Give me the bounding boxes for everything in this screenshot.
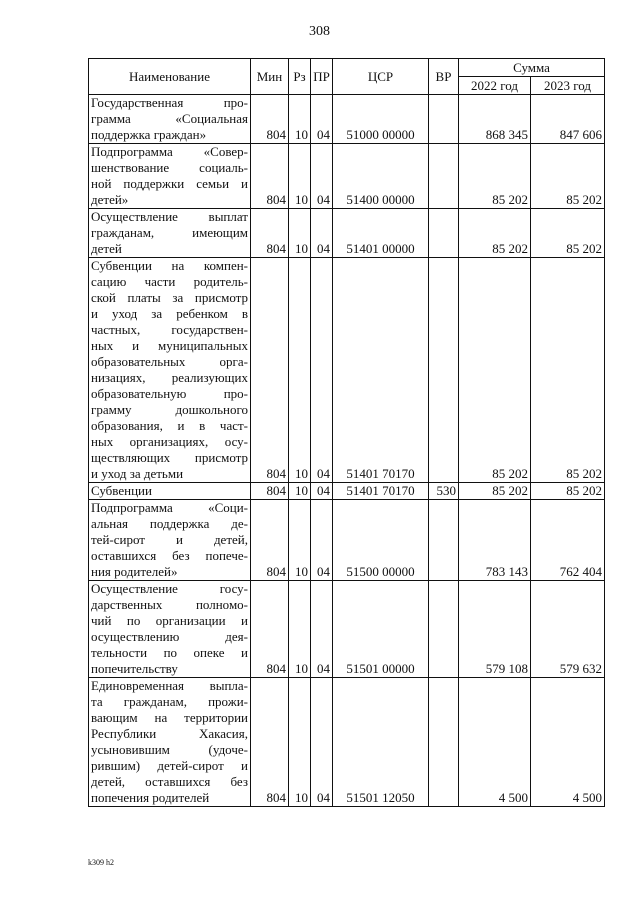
row-min: 804: [251, 678, 289, 807]
row-csr: 51501 12050: [333, 678, 429, 807]
row-name-line: ния родителей»: [91, 564, 178, 579]
row-name-line: образования, и в част-: [91, 418, 248, 433]
row-name: [89, 95, 251, 144]
row-name: [89, 144, 251, 209]
row-rz: 10: [289, 678, 311, 807]
row-name-line: поддержка граждан»: [91, 127, 207, 142]
row-vr: [429, 500, 459, 581]
row-name: [89, 483, 251, 500]
row-name-line: Единовременная выпла-: [91, 678, 248, 693]
row-name-line: шенствование социаль-: [91, 160, 248, 175]
header-year-2022: 2022 год: [459, 77, 531, 95]
row-name: [89, 209, 251, 258]
row-sum-2023: 847 606: [531, 95, 605, 144]
row-name-line: альная поддержка де-: [91, 516, 248, 531]
row-sum-2023: 85 202: [531, 483, 605, 500]
row-name-line: тельности по опеке и: [91, 645, 248, 660]
row-csr: 51000 00000: [333, 95, 429, 144]
row-sum-2022: 85 202: [459, 258, 531, 483]
table-row: [89, 678, 605, 807]
row-vr: 530: [429, 483, 459, 500]
row-sum-2022: 868 345: [459, 95, 531, 144]
row-min: 804: [251, 483, 289, 500]
header-name: Наименование: [89, 59, 251, 95]
row-min: 804: [251, 95, 289, 144]
row-name: [89, 500, 251, 581]
row-sum-2023: 762 404: [531, 500, 605, 581]
table-row: [89, 209, 605, 258]
header-vr: ВР: [429, 59, 459, 95]
row-sum-2023: 85 202: [531, 144, 605, 209]
row-name-line: Подпрограмма «Совер-: [91, 144, 248, 159]
row-name-line: усыновившим (удоче-: [91, 742, 248, 757]
table-row: [89, 500, 605, 581]
row-pr: 04: [311, 581, 333, 678]
row-name-line: рившим) детей-сирот и: [91, 758, 248, 773]
row-vr: [429, 678, 459, 807]
row-name-line: Субвенции: [91, 483, 152, 498]
row-sum-2022: 85 202: [459, 483, 531, 500]
row-pr: 04: [311, 678, 333, 807]
row-pr: 04: [311, 483, 333, 500]
row-name-line: Государственная про-: [91, 95, 248, 110]
row-name-line: Республики Хакасия,: [91, 726, 248, 741]
row-csr: 51401 70170: [333, 258, 429, 483]
row-rz: 10: [289, 258, 311, 483]
row-sum-2022: 783 143: [459, 500, 531, 581]
row-pr: 04: [311, 95, 333, 144]
row-rz: 10: [289, 95, 311, 144]
row-name-line: детей: [91, 241, 122, 256]
row-name-line: детей, оставшихся без: [91, 774, 248, 789]
row-sum-2023: 85 202: [531, 258, 605, 483]
table-row: [89, 258, 605, 483]
row-name-line: чий по организации и: [91, 613, 248, 628]
row-min: 804: [251, 500, 289, 581]
row-name-line: детей»: [91, 192, 129, 207]
header-csr: ЦСР: [333, 59, 429, 95]
row-name-line: ской платы за присмотр: [91, 290, 248, 305]
row-vr: [429, 581, 459, 678]
row-name-line: тей-сирот и детей,: [91, 532, 248, 547]
header-sum: Сумма: [459, 59, 605, 77]
row-min: 804: [251, 209, 289, 258]
header-rz: Рз: [289, 59, 311, 95]
row-name-line: ных организациях, осу-: [91, 434, 248, 449]
row-sum-2023: 85 202: [531, 209, 605, 258]
row-name-line: оставшихся без попече-: [91, 548, 248, 563]
row-name-line: частных, государствен-: [91, 322, 248, 337]
header-pr: ПР: [311, 59, 333, 95]
row-name-line: и уход за детьми: [91, 466, 184, 481]
row-csr: 51400 00000: [333, 144, 429, 209]
row-csr: 51500 00000: [333, 500, 429, 581]
row-min: 804: [251, 258, 289, 483]
row-vr: [429, 258, 459, 483]
row-rz: 10: [289, 483, 311, 500]
row-name-line: Осуществление выплат: [91, 209, 248, 224]
row-name-line: грамму дошкольного: [91, 402, 248, 417]
row-rz: 10: [289, 500, 311, 581]
header-min: Мин: [251, 59, 289, 95]
row-name-line: ных и муниципальных: [91, 338, 248, 353]
row-sum-2023: 4 500: [531, 678, 605, 807]
row-name-line: попечительству: [91, 661, 178, 676]
page-number: 308: [309, 24, 330, 39]
row-name-line: образовательных орга-: [91, 354, 248, 369]
row-min: 804: [251, 581, 289, 678]
table-row: [89, 581, 605, 678]
row-name-line: вающим на территории: [91, 710, 248, 725]
row-vr: [429, 95, 459, 144]
row-name-line: попечения родителей: [91, 790, 210, 805]
row-rz: 10: [289, 209, 311, 258]
row-rz: 10: [289, 581, 311, 678]
table-row: [89, 483, 605, 500]
row-pr: 04: [311, 209, 333, 258]
row-name-line: осуществлению дея-: [91, 629, 248, 644]
row-pr: 04: [311, 144, 333, 209]
footer-code: k309 h2: [88, 858, 114, 867]
row-sum-2022: 579 108: [459, 581, 531, 678]
budget-table: [88, 58, 605, 807]
row-name: [89, 258, 251, 483]
row-vr: [429, 209, 459, 258]
row-name: [89, 581, 251, 678]
table-body: [89, 95, 605, 807]
row-csr: 51401 70170: [333, 483, 429, 500]
row-csr: 51401 00000: [333, 209, 429, 258]
row-rz: 10: [289, 144, 311, 209]
row-name-line: и уход за ребенком в: [91, 306, 248, 321]
row-name-line: гражданам, имеющим: [91, 225, 248, 240]
row-name-line: Осуществление госу-: [91, 581, 248, 596]
row-sum-2023: 579 632: [531, 581, 605, 678]
row-name-line: сацию части родитель-: [91, 274, 248, 289]
row-name-line: низациях, реализующих: [91, 370, 248, 385]
row-name-line: ной поддержки семьи и: [91, 176, 248, 191]
row-name: [89, 678, 251, 807]
row-min: 804: [251, 144, 289, 209]
row-name-line: дарственных полномо-: [91, 597, 248, 612]
table-row: [89, 95, 605, 144]
header-year-2023: 2023 год: [531, 77, 605, 95]
row-pr: 04: [311, 258, 333, 483]
table-row: [89, 144, 605, 209]
row-sum-2022: 85 202: [459, 209, 531, 258]
row-pr: 04: [311, 500, 333, 581]
row-csr: 51501 00000: [333, 581, 429, 678]
row-name-line: грамма «Социальная: [91, 111, 248, 126]
row-name-line: та гражданам, прожи-: [91, 694, 248, 709]
row-sum-2022: 85 202: [459, 144, 531, 209]
row-name-line: Субвенции на компен-: [91, 258, 248, 273]
row-name-line: образовательную про-: [91, 386, 248, 401]
row-sum-2022: 4 500: [459, 678, 531, 807]
row-name-line: ществляющих присмотр: [91, 450, 248, 465]
row-vr: [429, 144, 459, 209]
row-name-line: Подпрограмма «Соци-: [91, 500, 248, 515]
